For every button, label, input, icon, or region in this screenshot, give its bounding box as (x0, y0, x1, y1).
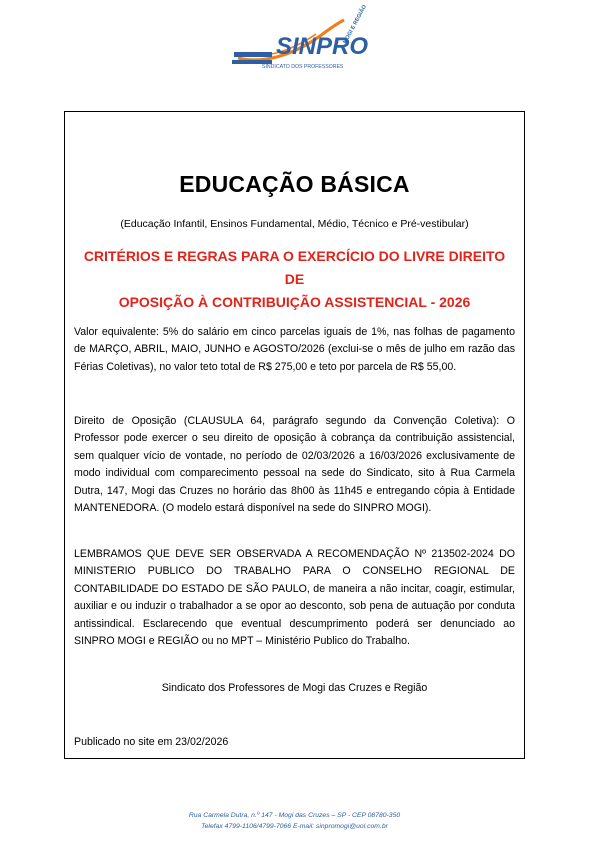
footer-contact: Telefax 4799-1106/4799-7066 E-mail: sinpromogi@uol.com.br (201, 823, 388, 830)
criteria-heading (75, 245, 514, 314)
document-frame (64, 111, 525, 759)
document-subtitle: (Educação Infantil, Ensinos Fundamental, Médio, Técnico e Pré-vestibular) (120, 218, 469, 230)
criteria-heading-line-2: OPOSIÇÃO À CONTRIBUIÇÃO ASSISTENCIAL - 2026 (118, 294, 471, 310)
sinpro-logo (232, 4, 369, 70)
footer (0, 810, 589, 832)
sinpro-logo-graphic (232, 4, 369, 70)
paragraph-direito-oposicao: Direito de Oposição (CLAUSULA 64, parágrafo segundo da Convenção Coletiva): O Professor pode exercer o seu direito de oposição à cobrança da contribuição assistencial, sem qualquer vício de vontade, no período de 02/03/2026 a 16/03/2026 exclusivamente de modo individual com comparecimento pessoal na sede do Sindicato, sito à Rua Carmela Dutra, 147, Mogi das Cruzes no horário das 8h00 às 11h45 e entregando cópia à Entidade MANTENEDORA. (O modelo estará disponível na sede do SINPRO MOGI). (74, 415, 515, 515)
footer-address: Rua Carmela Dutra, n.º 147 - Mogi das Cruzes – SP - CEP 08780-350 (188, 812, 401, 819)
paragraph-recomendacao: LEMBRAMOS QUE DEVE SER OBSERVADA A RECOMENDAÇÃO Nº 213502-2024 DO MINISTERIO PUBLICO DO TRABALHO PARA O CONSELHO REGIONAL DE CONTABILIDADE DO ESTADO DE SÃO PAULO, de maneira a não incitar, coagir, estimular, auxiliar e ou induzir o trabalhador a se opor ao desconto, sob pena de autuação por conduta antissindical. Esclarecendo que eventual descumprimento poderá ser denunciado ao SINPRO MOGI e REGIÃO ou no MPT – Ministério Publico do Trabalho. (74, 548, 515, 648)
paragraph-valor-equivalente: Valor equivalente: 5% do salário em cinco parcelas iguais de 1%, nas folhas de pagamento de MARÇO, ABRIL, MAIO, JUNHO e AGOSTO/2026 (exclui-se o mês de julho em razão das Férias Coletivas), no valor teto total de R$ 275,00 e teto por parcela de R$ 55,00. (74, 326, 515, 373)
logo-tagline: SINDICATO DOS PROFESSORES (262, 64, 344, 70)
document-title: EDUCAÇÃO BÁSICA (179, 171, 410, 197)
criteria-heading-line-1: CRITÉRIOS E REGRAS PARA O EXERCÍCIO DO LIVRE DIREITO DE (83, 248, 506, 287)
published-date: Publicado no site em 23/02/2026 (74, 736, 229, 748)
logo-region: MOGI E REGIÃO (342, 4, 368, 45)
logo-word: SINPRO (276, 33, 369, 60)
signature: Sindicato dos Professores de Mogi das Cruzes e Região (161, 682, 428, 694)
